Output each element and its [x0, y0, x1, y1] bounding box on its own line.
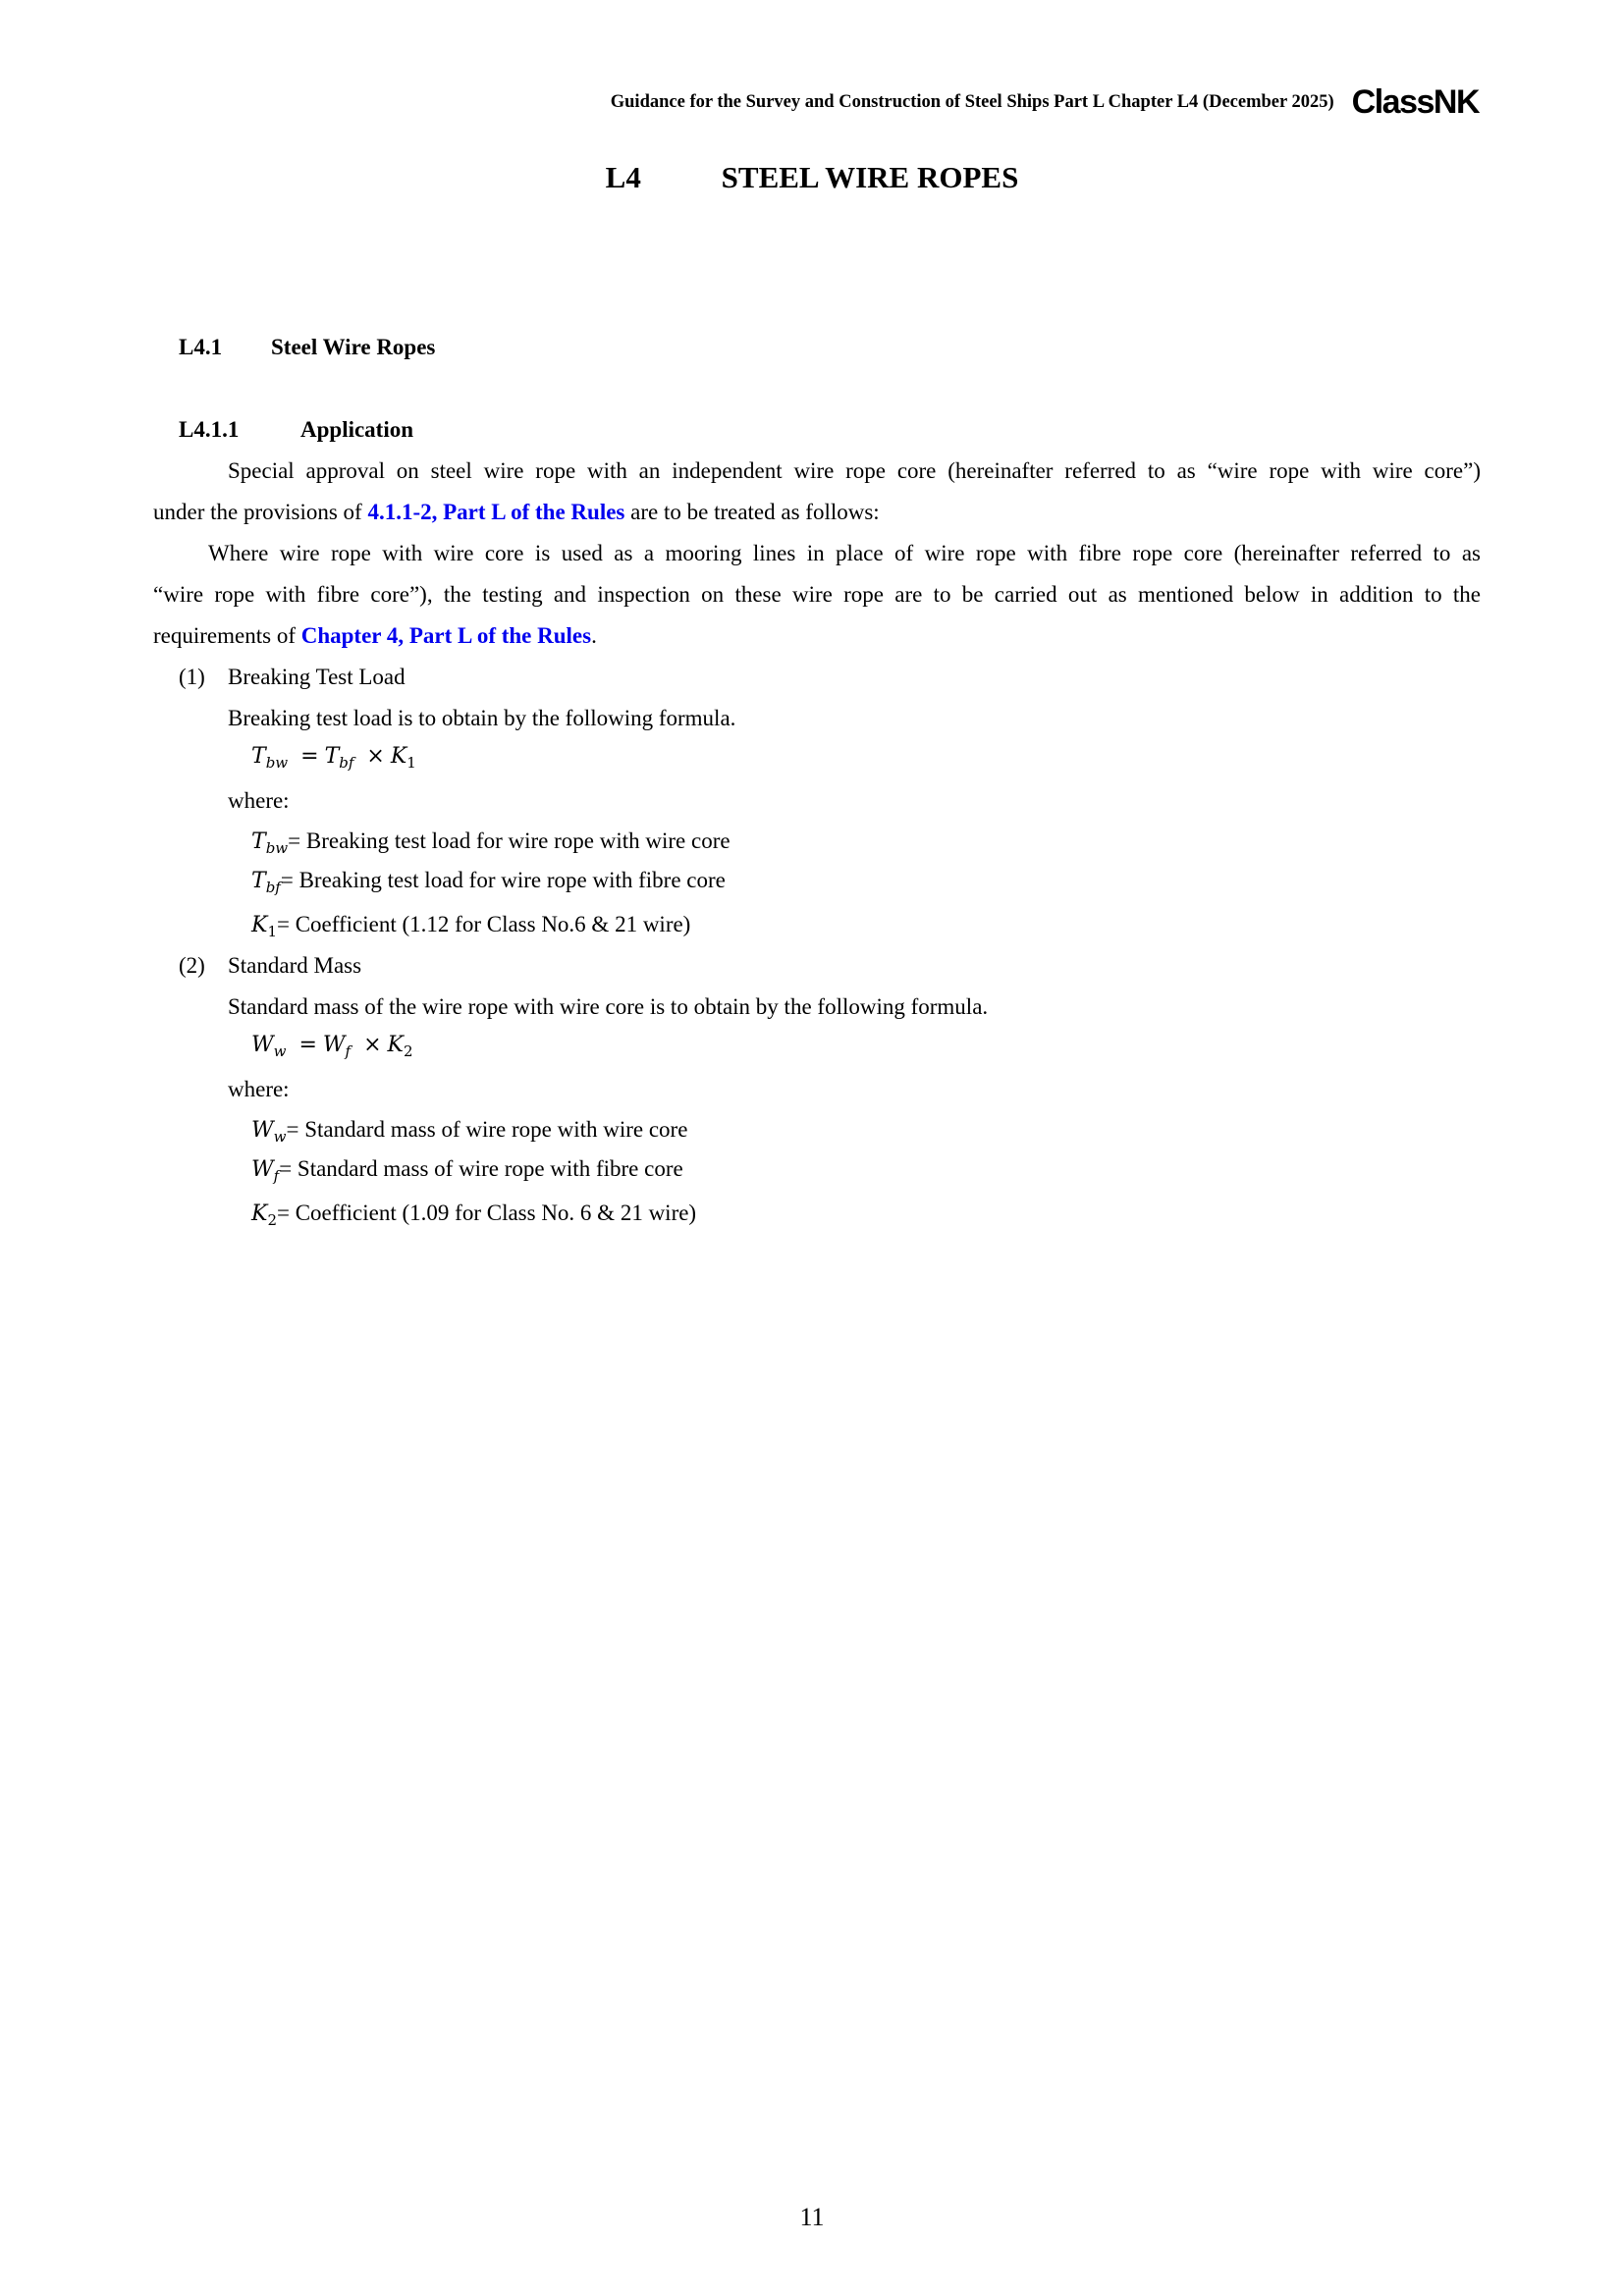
formula-symbol: W [251, 1033, 274, 1057]
formula-symbol: K [387, 1033, 404, 1057]
classnk-logo: ClassNK [1351, 82, 1479, 121]
item-1-intro: Breaking test load is to obtain by the following formula. [228, 706, 736, 730]
chapter-title-text: STEEL WIRE ROPES [721, 160, 1019, 194]
item-1-formula [251, 744, 416, 772]
paragraph-2-text: requirements of [153, 623, 301, 648]
def-symbol: T [251, 829, 266, 854]
item-2-intro: Standard mass of the wire rope with wire core is to obtain by the following formula. [228, 994, 989, 1019]
formula-operator: × [366, 744, 385, 769]
chapter-number: L4 [605, 160, 641, 194]
item-1-def-1 [251, 828, 731, 855]
formula-subscript: f [345, 1042, 352, 1060]
subsection-number: L4.1.1 [179, 417, 240, 442]
def-subscript: 1 [267, 923, 277, 940]
rules-link-4-1-1-2[interactable]: 4.1.1-2, Part L of the Rules [367, 500, 625, 524]
def-subscript: 2 [267, 1211, 277, 1229]
formula-subscript: 2 [403, 1042, 413, 1060]
def-text: = Standard mass of wire rope with wire core [286, 1117, 688, 1142]
def-text: = Breaking test load for wire rope with wire core [288, 828, 731, 853]
formula-symbol: K [390, 744, 407, 769]
subsection-title: Application [300, 417, 414, 442]
item-2-formula [251, 1033, 413, 1060]
def-symbol: K [251, 1201, 268, 1226]
formula-symbol: T [251, 744, 266, 769]
formula-subscript: bw [265, 754, 289, 772]
paragraph-1-text-after: are to be treated as follows: [624, 500, 880, 524]
item-1-where: where: [228, 788, 290, 813]
def-text: = Coefficient (1.09 for Class No. 6 & 21 wire) [276, 1201, 697, 1225]
section-heading [179, 335, 222, 360]
formula-subscript: 1 [406, 754, 416, 772]
def-symbol: K [251, 913, 268, 937]
def-text: = Breaking test load for wire rope with fibre core [280, 868, 726, 892]
formula-operator: = [300, 744, 319, 769]
item-2-def-3 [251, 1200, 696, 1227]
paragraph-2-line-2: “wire rope with fibre core”), the testing and inspection on these wire rope are to be carried out as mentioned below in addition to the [153, 582, 1481, 607]
item-1-def-2 [251, 867, 726, 894]
item-2-where: where: [228, 1077, 290, 1101]
def-symbol: W [251, 1157, 274, 1182]
paragraph-1-line-2 [153, 499, 880, 526]
running-header [611, 82, 1479, 122]
def-text: = Coefficient (1.12 for Class No.6 & 21 wire) [276, 912, 691, 936]
formula-subscript: w [273, 1042, 287, 1060]
def-text: = Standard mass of wire rope with fibre core [279, 1156, 683, 1181]
chapter-title [0, 160, 1624, 195]
paragraph-2-line-3 [153, 622, 597, 650]
paragraph-1-line-1: Special approval on steel wire rope with an independent wire rope core (hereinafter referred to as “wire rope with wire core”) [228, 458, 1481, 483]
formula-symbol: T [324, 744, 340, 769]
def-symbol: T [251, 869, 266, 893]
item-1-def-3 [251, 911, 690, 938]
def-subscript: bw [265, 839, 289, 857]
paragraph-1-text: under the provisions of [153, 500, 368, 524]
item-2-title: Standard Mass [228, 953, 362, 978]
paragraph-2-text-after: . [591, 623, 597, 648]
item-1-marker: (1) [179, 665, 205, 689]
def-subscript: bf [265, 879, 281, 896]
item-2-marker: (2) [179, 953, 205, 978]
def-symbol: W [251, 1118, 274, 1143]
item-2-def-2 [251, 1155, 683, 1183]
item-2-def-1 [251, 1116, 687, 1144]
section-title: Steel Wire Ropes [271, 335, 436, 359]
rules-link-chapter-4[interactable]: Chapter 4, Part L of the Rules [300, 623, 592, 648]
formula-operator: = [298, 1033, 317, 1057]
formula-operator: × [363, 1033, 382, 1057]
paragraph-2-line-1: Where wire rope with wire core is used as a mooring lines in place of wire rope with fibre rope core (hereinafter referred to as [208, 541, 1481, 565]
def-subscript: w [273, 1128, 287, 1146]
formula-subscript: bf [339, 754, 354, 772]
formula-symbol: W [322, 1033, 346, 1057]
section-number: L4.1 [179, 335, 223, 359]
def-subscript: f [273, 1167, 280, 1185]
running-title: Guidance for the Survey and Construction of Steel Ships Part L Chapter L4 (December 2025) [610, 91, 1334, 112]
item-1-title: Breaking Test Load [228, 665, 406, 689]
page-number: 11 [799, 2203, 825, 2231]
